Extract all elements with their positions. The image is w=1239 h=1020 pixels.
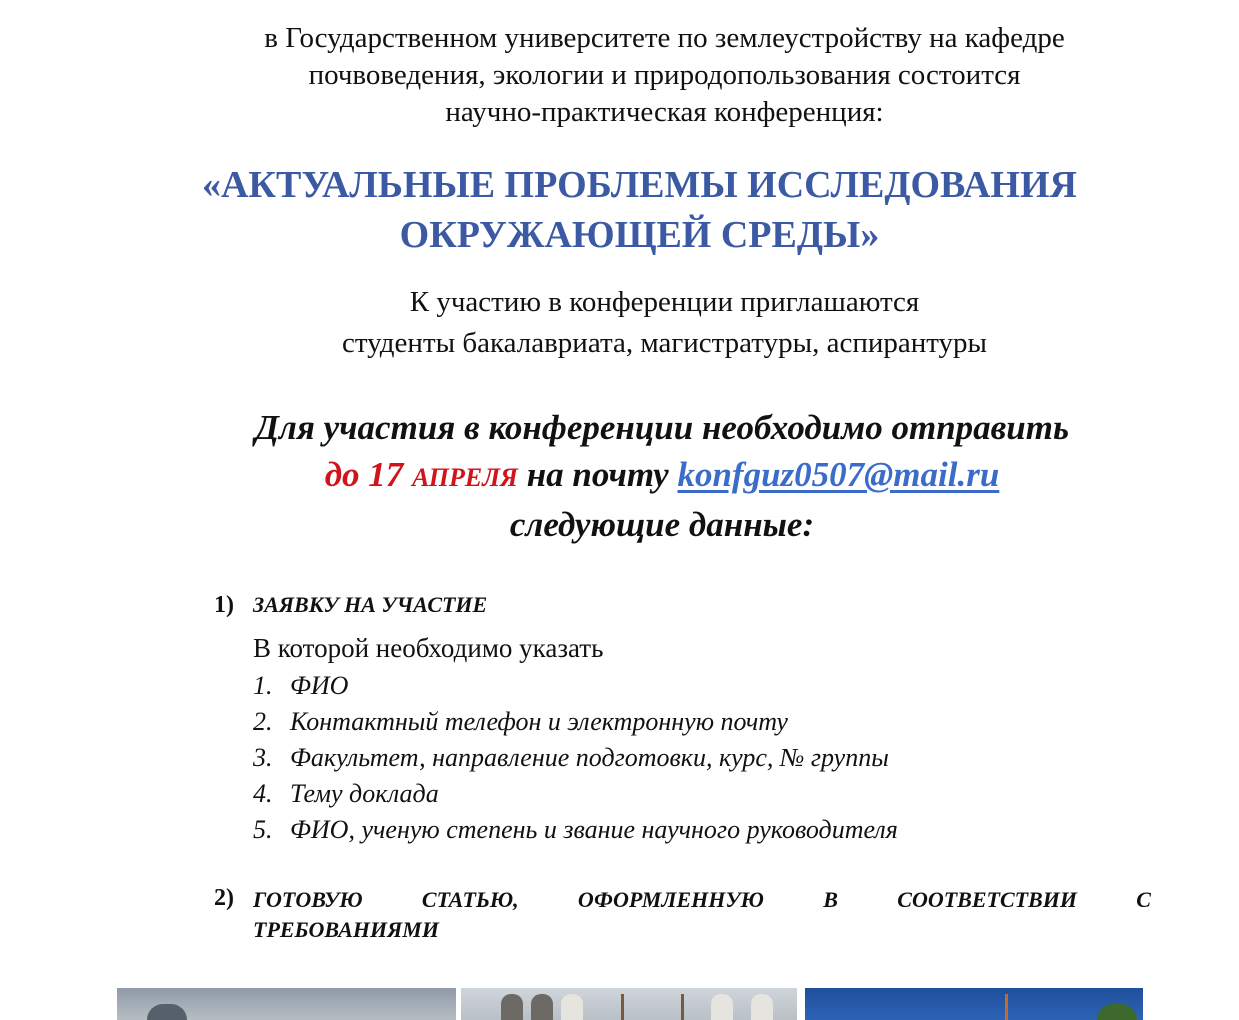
mail-label: на почту [526, 455, 669, 494]
deadline [325, 455, 518, 494]
heading-word: СТАТЬЮ, [421, 887, 519, 912]
list-item-number: 3. [253, 743, 273, 772]
deadline-day: до 17 [324, 455, 404, 494]
list-item-text: ФИО, ученую степень и звание научного руководителя [290, 815, 898, 844]
photo-sky [805, 988, 1143, 1020]
intro-line-1: в Государственном университете по землеустройству на кафедре [264, 22, 1065, 54]
photo-shape [1097, 1004, 1137, 1020]
item-2-heading-line-1 [253, 885, 1151, 915]
item-2-heading [253, 885, 1151, 945]
invitation-text [0, 282, 1239, 364]
intro-text [0, 20, 1239, 131]
item-2-number: 2) [214, 885, 234, 911]
application-fields-list [253, 668, 898, 848]
heading-word: ГОТОВУЮ [253, 887, 363, 912]
photo-shape [531, 994, 553, 1020]
list-item [253, 776, 898, 812]
heading-word: СООТВЕТСТВИИ [897, 887, 1077, 912]
send-line-1: Для участия в конференции необходимо отправить [255, 408, 1069, 447]
submission-instructions [0, 404, 1239, 548]
photo-shape [561, 994, 583, 1020]
send-line-2 [0, 451, 1239, 501]
item-1-intro: В которой необходимо указать [253, 633, 604, 663]
invite-line-2: студенты бакалавриата, магистратуры, аспирантуры [341, 327, 988, 359]
list-item-number: 4. [253, 779, 273, 808]
list-item [253, 812, 898, 848]
title-line-1: «АКТУАЛЬНЫЕ ПРОБЛЕМЫ ИССЛЕДОВАНИЯ [201, 164, 1077, 206]
list-item-text: Факультет, направление подготовки, курс, № группы [290, 743, 889, 772]
list-item [253, 668, 898, 704]
list-item-number: 2. [253, 707, 273, 736]
list-item [253, 740, 898, 776]
list-item-text: Тему доклада [290, 779, 439, 808]
deadline-month: АПРЕЛЯ [412, 463, 518, 492]
title-line-2: ОКРУЖАЮЩЕЙ СРЕДЫ» [399, 214, 880, 256]
email-link[interactable]: konfguz0507@mail.ru [677, 455, 1000, 494]
photo-shape [1005, 994, 1008, 1020]
conference-title [0, 160, 1239, 260]
heading-word: ОФОРМЛЕННУЮ [577, 887, 764, 912]
item-2-heading-line-2: ТРЕБОВАНИЯМИ [253, 917, 439, 942]
list-item-text: Контактный телефон и электронную почту [290, 707, 788, 736]
list-item-number: 5. [253, 815, 273, 844]
photo-field-work [461, 988, 797, 1020]
list-item [253, 704, 898, 740]
heading-word: С [1136, 887, 1151, 912]
photo-shape [751, 994, 773, 1020]
photo-shape [681, 994, 684, 1020]
photo-shape [711, 994, 733, 1020]
photo-strip [0, 988, 1239, 1020]
item-1-number: 1) [214, 592, 234, 618]
heading-word: В [823, 887, 838, 912]
photo-shape [501, 994, 523, 1020]
send-line-3: следующие данные: [509, 505, 815, 544]
photo-landscape [117, 988, 456, 1020]
item-1-heading: ЗАЯВКУ НА УЧАСТИЕ [253, 592, 488, 617]
intro-line-3: научно-практическая конференция: [445, 96, 884, 128]
list-item-text: ФИО [290, 671, 349, 700]
intro-line-2: почвоведения, экологии и природопользования состоится [308, 59, 1021, 91]
list-item-number: 1. [253, 671, 273, 700]
photo-shape [621, 994, 624, 1020]
photo-shape [147, 1004, 187, 1020]
invite-line-1: К участию в конференции приглашаются [409, 286, 920, 318]
